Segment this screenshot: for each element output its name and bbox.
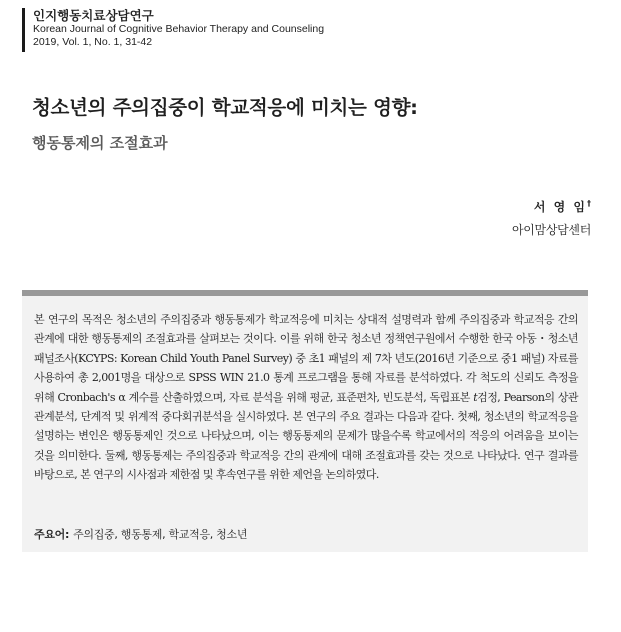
abstract-text bbox=[34, 310, 578, 485]
abstract-box bbox=[22, 290, 588, 552]
abstract-italic-t: t bbox=[473, 390, 478, 404]
abstract-part-2: 검정, Pearson의 상관관계분석, 단계적 및 위계적 중다회귀분석을 실시하였다. 본 연구의 주요 결과는 다음과 같다. 첫째, 청소년의 학교적응을 설명하는 변인은 행동통제인 것으로 나타났으며, 이는 행동통제의 문제가 많을수록 학교에서의 적응의 어려움을 보이는 것을 의미한다. 둘째, 행동통제는 주의집중과 학교적응 간의 관계에 대해 조절효과를 갖는 것으로 나타났다. 연구 결과를 바탕으로, 본 연구의 시사점과 제한점 및 후속연구를 위한 제언을 논의하였다. bbox=[34, 390, 578, 482]
journal-title-english: Korean Journal of Cognitive Behavior Therapy and Counseling bbox=[33, 23, 325, 35]
keywords-label: 주요어: bbox=[34, 528, 70, 541]
author-affiliation: 아이맘상담센터 bbox=[511, 223, 591, 237]
author-block bbox=[512, 198, 591, 238]
keywords-list: 주의집중, 행동통제, 학교적응, 청소년 bbox=[73, 528, 248, 541]
journal-title-korean: 인지행동치료상담연구 bbox=[33, 8, 154, 23]
journal-volume-info: 2019, Vol. 1, No. 1, 31-42 bbox=[33, 36, 153, 48]
article-subtitle: 행동통제의 조절효과 bbox=[32, 134, 168, 152]
keywords bbox=[34, 526, 247, 542]
abstract-part-1: 본 연구의 목적은 청소년의 주의집중과 행동통제가 학교적응에 미치는 상대적 설명력과 함께 주의집중과 학교적응 간의 관계에 대한 행동통제의 조절효과를 살펴보는 것이다. 이를 위해 한국 청소년 정책연구원에서 수행한 한국 아동・청소년 패널조사(KCYPS: Korean Child Youth Panel Survey) 중 초1 패널의 제 7차 년도(2016년 기준으로 중1 패널) 자료를 사용하여 총 2,001명을 대상으로 SPSS WIN 21.0 통계 프로그램을 통해 자료를 분석하였다. 각 척도의 신뢰도 측정을 위해 Cronbach's α 계수를 산출하였으며, 자료 분석을 위해 평균, 표준편차, 빈도분석, 독립표본 bbox=[34, 313, 578, 404]
journal-header bbox=[22, 8, 324, 52]
article-title: 청소년의 주의집중이 학교적응에 미치는 영향: bbox=[32, 96, 418, 119]
author-name-text: 서 영 임 bbox=[533, 200, 587, 214]
author-name bbox=[512, 198, 591, 215]
author-footnote-mark[interactable]: † bbox=[587, 199, 591, 208]
